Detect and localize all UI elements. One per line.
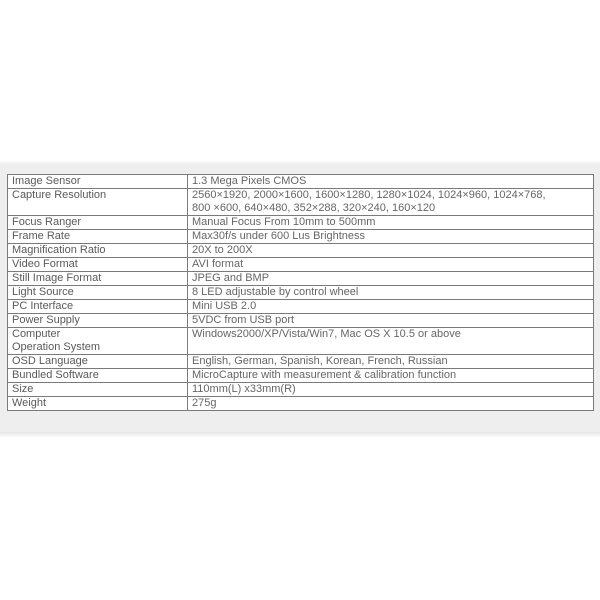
spec-label: Video Format <box>8 258 188 272</box>
spec-value: 2560×1920, 2000×1600, 1600×1280, 1280×1024, 1024×960, 1024×768, 800 ×600, 640×480, 352×288, 320×240, 160×120 <box>188 189 594 216</box>
spec-value: Max30f/s under 600 Lus Brightness <box>188 230 594 244</box>
spec-label: Frame Rate <box>8 230 188 244</box>
table-row <box>8 244 594 258</box>
table-row <box>8 383 594 397</box>
spec-label: OSD Language <box>8 355 188 369</box>
spec-value: 20X to 200X <box>188 244 594 258</box>
spec-label: Magnification Ratio <box>8 244 188 258</box>
spec-value: 5VDC from USB port <box>188 314 594 328</box>
table-row <box>8 355 594 369</box>
spec-label: Size <box>8 383 188 397</box>
spec-value: English, German, Spanish, Korean, French, Russian <box>188 355 594 369</box>
table-row <box>8 189 594 216</box>
specifications-table <box>7 174 594 411</box>
spec-value: Windows2000/XP/Vista/Win7, Mac OS X 10.5 or above <box>188 328 594 355</box>
spec-value: 1.3 Mega Pixels CMOS <box>188 175 594 189</box>
spec-label: Power Supply <box>8 314 188 328</box>
spec-label: Capture Resolution <box>8 189 188 216</box>
panel-bottom-shade <box>0 432 600 438</box>
table-row <box>8 258 594 272</box>
spec-value: 8 LED adjustable by control wheel <box>188 286 594 300</box>
spec-value: AVI format <box>188 258 594 272</box>
table-row <box>8 175 594 189</box>
spec-label: PC Interface <box>8 300 188 314</box>
table-row <box>8 314 594 328</box>
spec-label: Light Source <box>8 286 188 300</box>
table-row <box>8 369 594 383</box>
spec-label: Still Image Format <box>8 272 188 286</box>
table-row <box>8 328 594 355</box>
spec-value: Mini USB 2.0 <box>188 300 594 314</box>
spec-value: 275g <box>188 397 594 411</box>
spec-label: Focus Ranger <box>8 216 188 230</box>
table-row <box>8 230 594 244</box>
spec-label: Bundled Software <box>8 369 188 383</box>
spec-value: Manual Focus From 10mm to 500mm <box>188 216 594 230</box>
table-row <box>8 300 594 314</box>
spec-label: Image Sensor <box>8 175 188 189</box>
spec-value: 110mm(L) x33mm(R) <box>188 383 594 397</box>
table-row <box>8 272 594 286</box>
spec-value: JPEG and BMP <box>188 272 594 286</box>
spec-label: Weight <box>8 397 188 411</box>
table-row <box>8 397 594 411</box>
table-row <box>8 216 594 230</box>
spec-label: Computer Operation System <box>8 328 188 355</box>
spec-value: MicroCapture with measurement & calibration function <box>188 369 594 383</box>
table-row <box>8 286 594 300</box>
